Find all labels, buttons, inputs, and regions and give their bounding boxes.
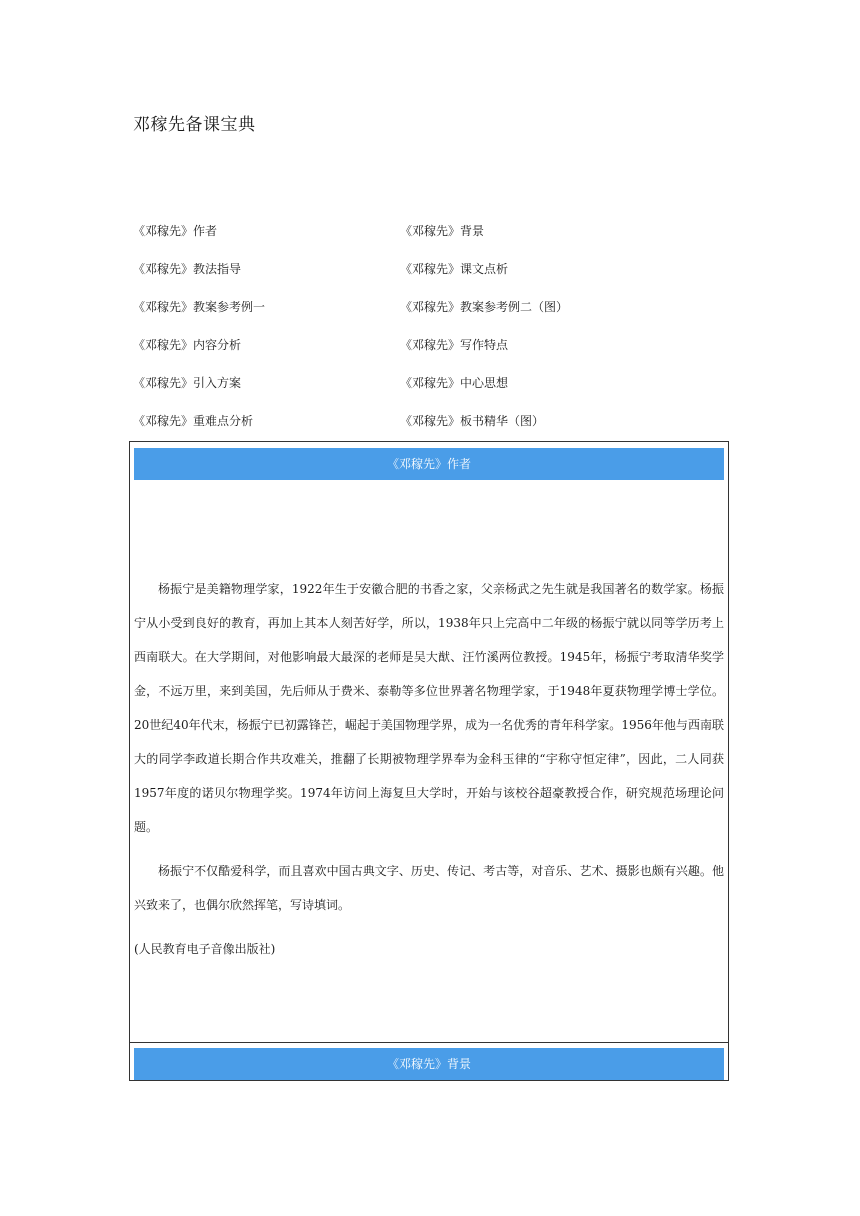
content-panel bbox=[129, 441, 729, 1081]
section-divider bbox=[130, 1042, 728, 1043]
toc-link-central-idea[interactable]: 《邓稼先》中心思想 bbox=[400, 376, 509, 390]
toc-link-lesson-plan-2[interactable]: 《邓稼先》教案参考例二（图） bbox=[400, 300, 569, 314]
toc-link-lesson-plan-1[interactable]: 《邓稼先》教案参考例一 bbox=[133, 300, 266, 314]
section-heading-author: 《邓稼先》作者 bbox=[134, 448, 724, 480]
section-body-author bbox=[134, 572, 724, 966]
toc-row bbox=[133, 222, 733, 260]
toc-link-blackboard[interactable]: 《邓稼先》板书精华（图） bbox=[400, 414, 545, 428]
body-paragraph: 杨振宁是美籍物理学家，1922年生于安徽合肥的书香之家，父亲杨武之先生就是我国著名的数学家。杨振宁从小受到良好的教育，再加上其本人刻苦好学，所以，1938年只上完高中二年级的杨振宁就以同等学历考上西南联大。在大学期间，对他影响最大最深的老师是吴大猷、汪竹溪两位教授。1945年，杨振宁考取清华奖学金，不远万里，来到美国，先后师从于费米、泰勒等多位世界著名物理学家，于1948年夏获物理学博士学位。20世纪40年代末，杨振宁已初露锋芒，崛起于美国物理学界，成为一名优秀的青年科学家。1956年他与西南联大的同学李政道长期合作共攻难关，推翻了长期被物理学界奉为金科玉律的“宇称守恒定律”，因此，二人同获1957年度的诺贝尔物理学奖。1974年访问上海复旦大学时，开始与该校谷超豪教授合作，研究规范场理论问题。 bbox=[134, 582, 724, 834]
toc-row bbox=[133, 374, 733, 412]
toc-link-author[interactable]: 《邓稼先》作者 bbox=[133, 224, 218, 238]
document-title: 邓稼先备课宝典 bbox=[133, 115, 256, 135]
toc-link-writing-features[interactable]: 《邓稼先》写作特点 bbox=[400, 338, 509, 352]
body-paragraph: 杨振宁不仅酷爱科学，而且喜欢中国古典文字、历史、传记、考古等，对音乐、艺术、摄影也颇有兴趣。他兴致来了，也偶尔欣然挥笔，写诗填词。 bbox=[134, 864, 724, 912]
toc-link-background[interactable]: 《邓稼先》背景 bbox=[400, 224, 485, 238]
toc-row bbox=[133, 260, 733, 298]
toc-link-teaching-guide[interactable]: 《邓稼先》教法指导 bbox=[133, 262, 242, 276]
toc-row bbox=[133, 298, 733, 336]
toc-link-key-points[interactable]: 《邓稼先》重难点分析 bbox=[133, 414, 254, 428]
toc-link-text-analysis[interactable]: 《邓稼先》课文点析 bbox=[400, 262, 509, 276]
toc-row bbox=[133, 336, 733, 374]
section-heading-background: 《邓稼先》背景 bbox=[134, 1048, 724, 1080]
source-note: (人民教育电子音像出版社) bbox=[134, 942, 276, 956]
table-of-contents bbox=[133, 222, 733, 450]
toc-link-content-analysis[interactable]: 《邓稼先》内容分析 bbox=[133, 338, 242, 352]
toc-link-introduction[interactable]: 《邓稼先》引入方案 bbox=[133, 376, 242, 390]
